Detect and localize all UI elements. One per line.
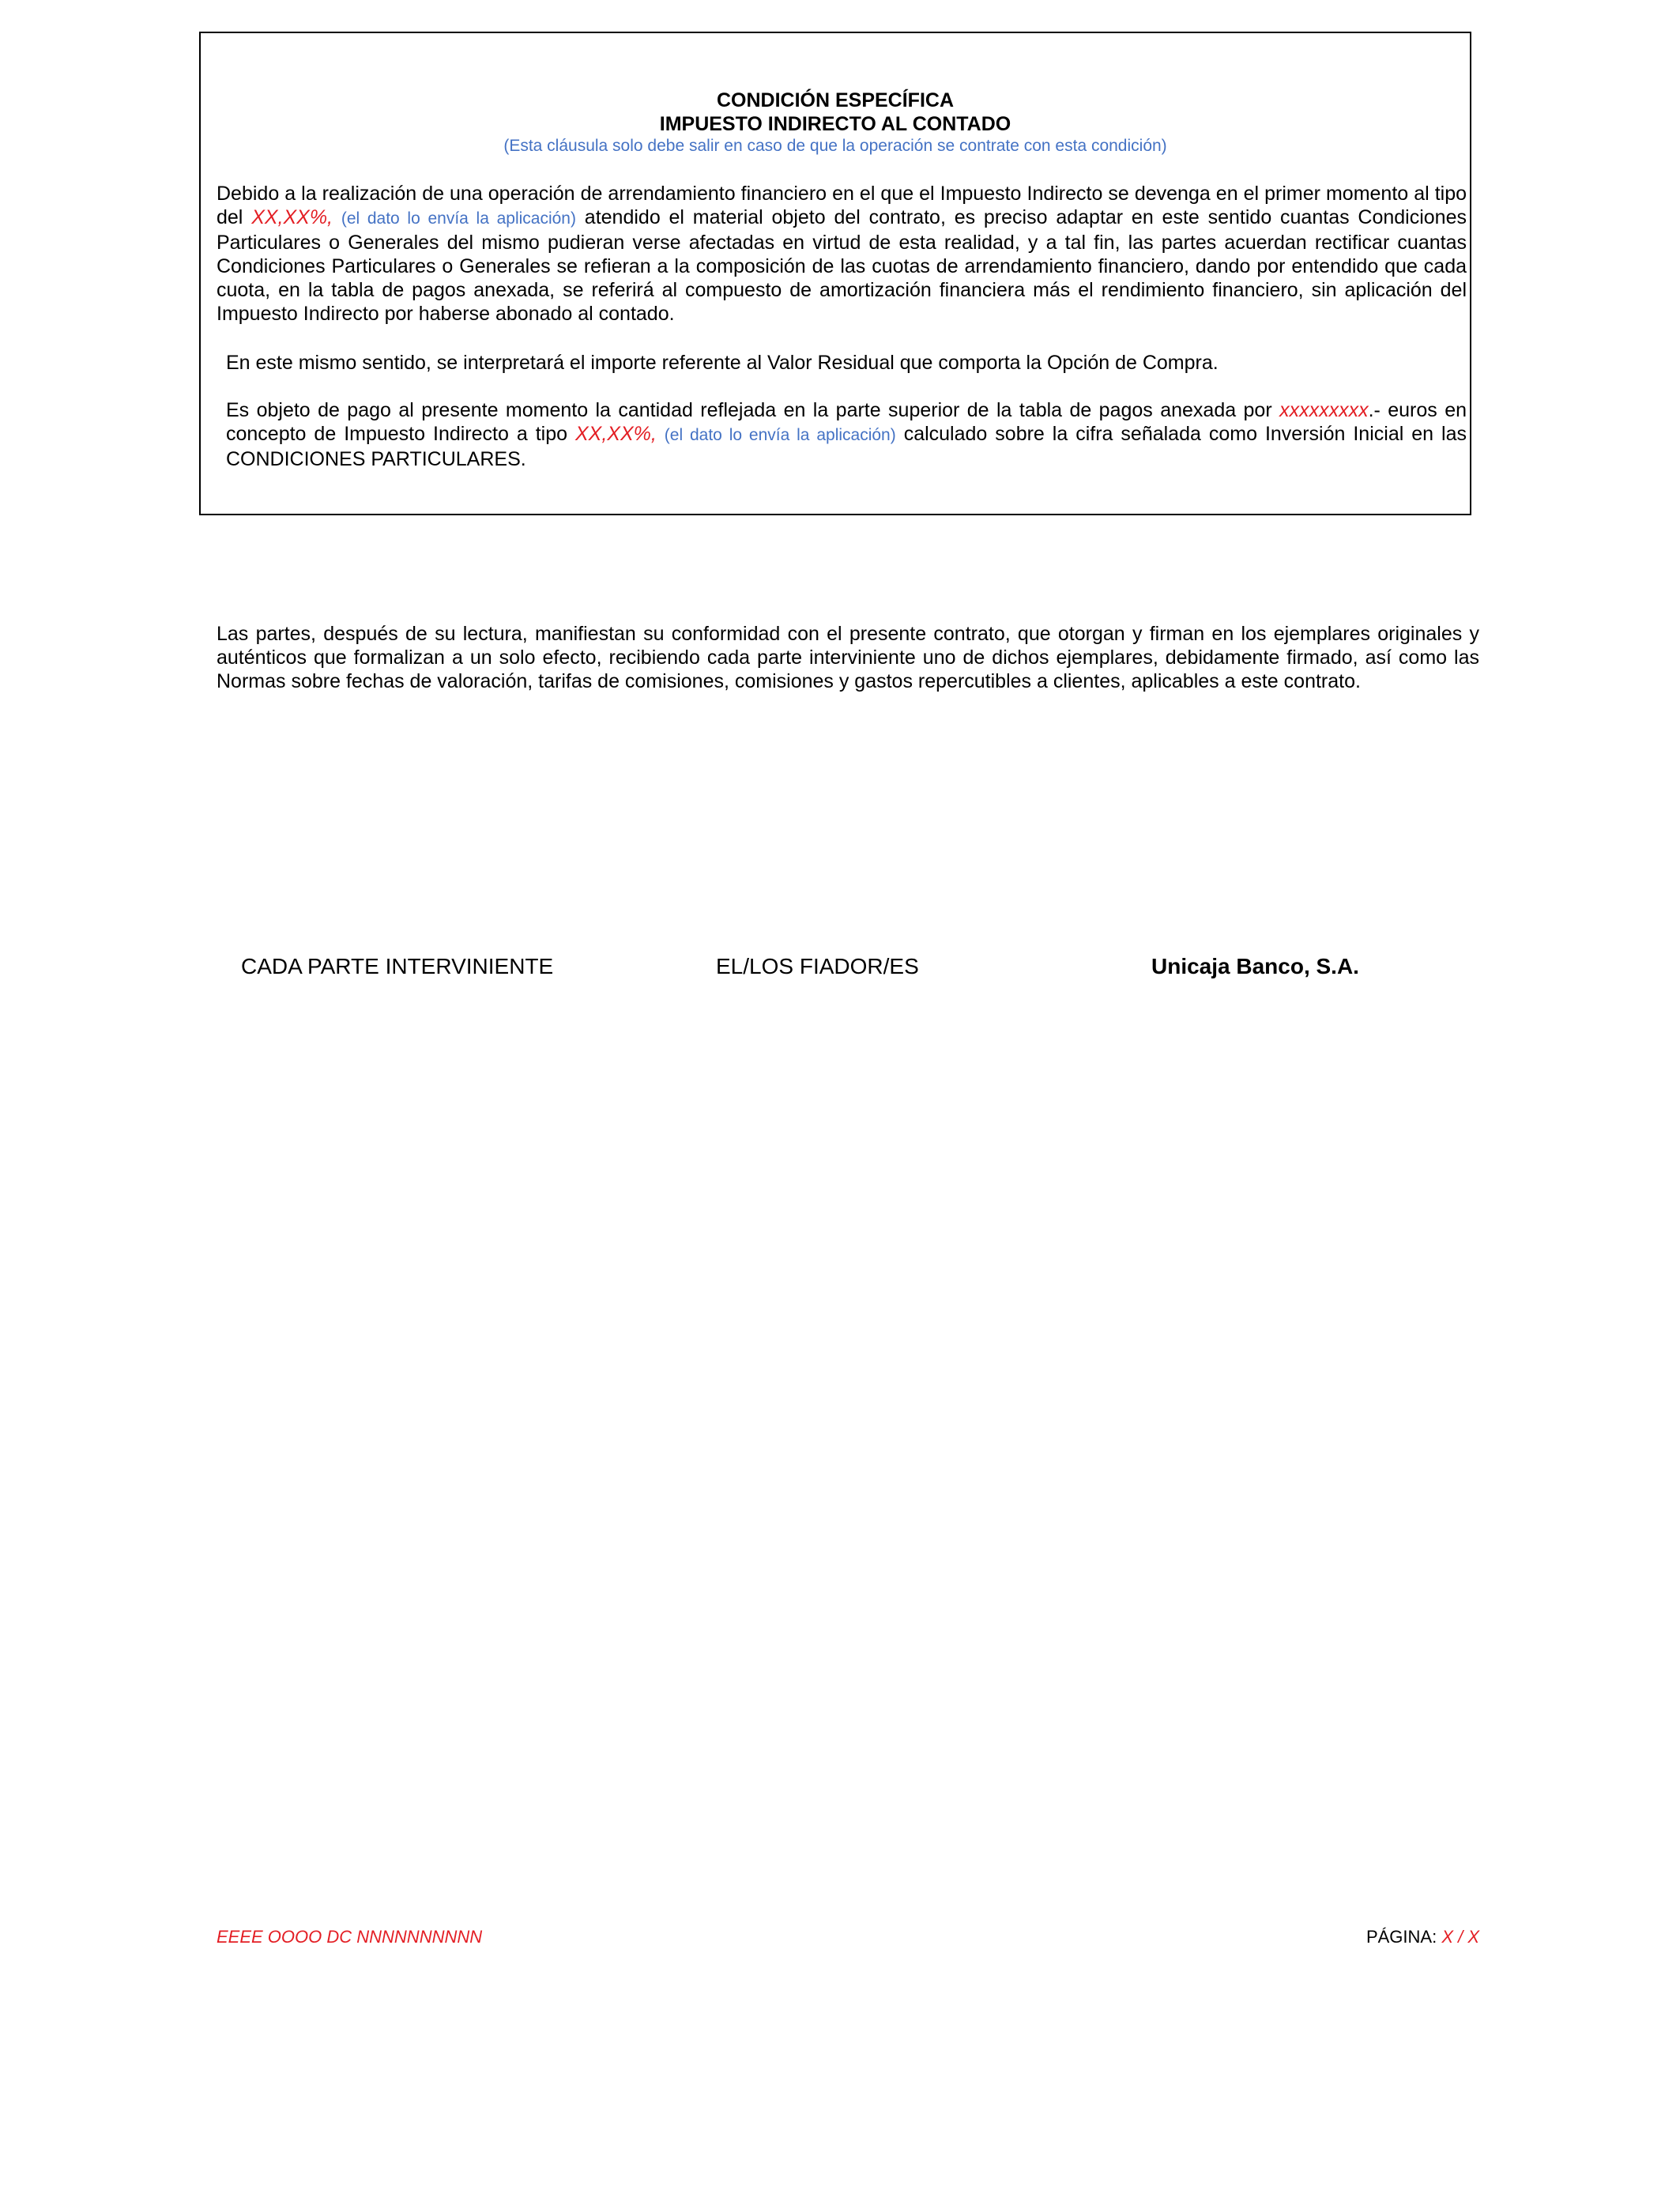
condition-title: CONDICIÓN ESPECÍFICA xyxy=(716,89,955,111)
closing-paragraph: Las partes, después de su lectura, manifiestan su conformidad con el presente contrato, que otorgan y firman en los ejemplares originales y auténticos que formalizan a un solo efecto, recibiendo cada parte interviniente uno de dichos ejemplares, debidamente firmado, así como las Normas sobre fechas de valoración, tarifas de comisiones, comisiones y gastos repercutibles a clientes, aplicables a este contrato. xyxy=(217,623,1479,692)
p3-text-b: .- euros en concepto de Impuesto Indirecto a tipo xyxy=(226,399,1467,445)
condition-subtitle: IMPUESTO INDIRECTO AL CONTADO xyxy=(659,113,1011,135)
amount-placeholder: xxxxxxxxx xyxy=(1279,399,1369,421)
paragraph-residual-value: En este mismo sentido, se interpretará el importe referente al Valor Residual que comporta la Opción de Compra. xyxy=(226,352,1219,374)
app-data-note-2: (el dato lo envía la aplicación) xyxy=(664,426,896,444)
condition-note: (Esta cláusula solo debe salir en caso de que la operación se contrate con esta condición) xyxy=(503,137,1167,155)
tax-rate-placeholder-2: XX,XX%, xyxy=(575,423,657,445)
specific-condition-box xyxy=(199,32,1471,515)
footer-page-number: X / X xyxy=(1441,1927,1479,1947)
p3-text-c: calculado sobre la cifra señalada como Inversión Inicial en las CONDICIONES PARTICULARES. xyxy=(226,423,1467,470)
app-data-note: (el dato lo envía la aplicación) xyxy=(341,209,576,228)
footer-account-code: EEEE OOOO DC NNNNNNNNNN xyxy=(217,1927,483,1947)
paragraph-payment xyxy=(226,398,1467,471)
tax-rate-placeholder: XX,XX%, xyxy=(251,206,333,228)
p1-text-b: atendido el material objeto del contrato, es preciso adaptar en este sentido cuantas Condiciones Particulares o Generales del mismo pudieran verse afectadas en virtud de esta realidad, y a tal fin, las partes acuerdan rectificar cuantas Condiciones Particulares o Generales se refieran a la composición de las cuotas de arrendamiento financiero, dando por entendido que cada cuota, en la tabla de pagos anexada, se referirá al compuesto de amortización financiera más el rendimiento financiero, sin aplicación del Impuesto Indirecto por haberse abonado al contado. xyxy=(217,206,1467,325)
paragraph-lease-tax xyxy=(217,182,1467,326)
signature-guarantors: EL/LOS FIADOR/ES xyxy=(716,954,919,978)
footer-page-label: PÁGINA: xyxy=(1365,1927,1442,1947)
p3-text-a: Es objeto de pago al presente momento la cantidad reflejada en la parte superior de la tabla de pagos anexada por xyxy=(226,399,1280,421)
p1-text-a: Debido a la realización de una operación de arrendamiento financiero en el que el Impuesto Indirecto se devenga en el primer momento al tipo del xyxy=(217,183,1467,228)
signature-party: CADA PARTE INTERVINIENTE xyxy=(241,954,554,978)
footer-page xyxy=(1366,1927,1479,1947)
signature-bank: Unicaja Banco, S.A. xyxy=(1151,954,1359,978)
